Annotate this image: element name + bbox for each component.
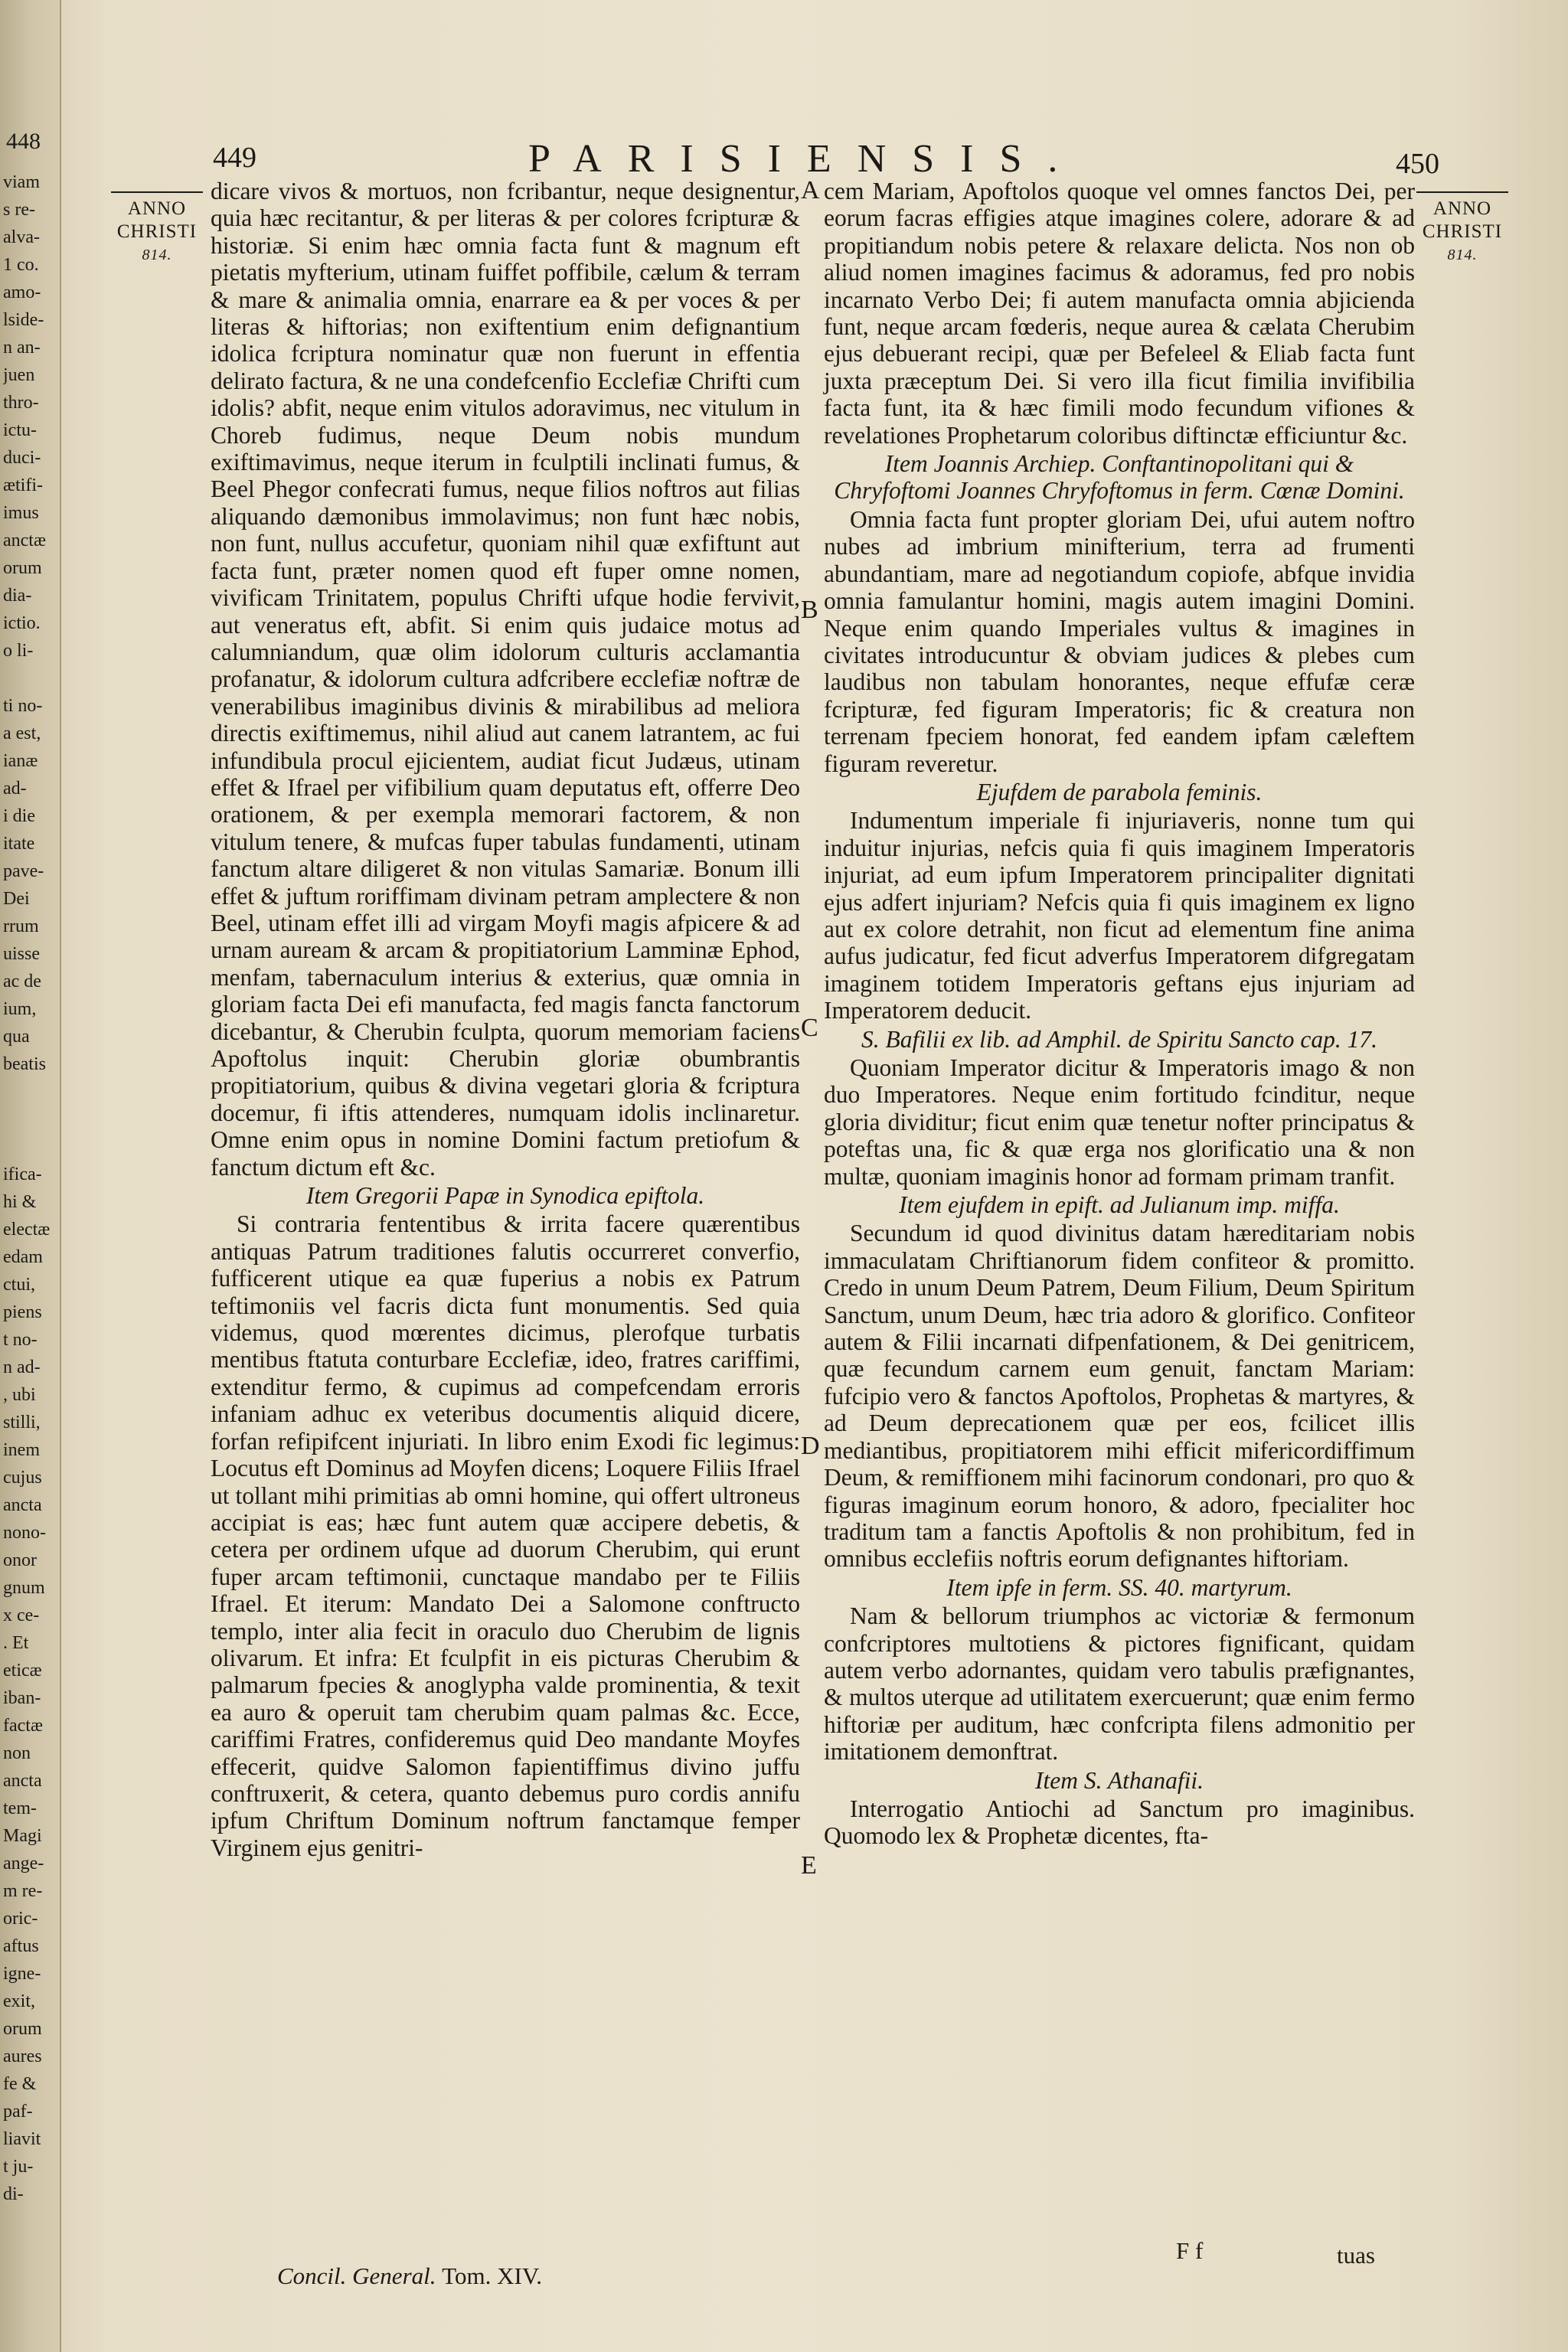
facing-page-fragment: juen (3, 365, 35, 385)
footer-tome: Tom. XIV. (442, 2262, 542, 2289)
margin-rule-right (1416, 191, 1508, 193)
facing-page-fragment: ium, (3, 999, 37, 1019)
facing-page-fragment: ti no- (3, 696, 43, 716)
footer-signature-mark: F f (1176, 2237, 1204, 2264)
margin-rule-left (111, 191, 203, 193)
facing-page-fragment: duci- (3, 448, 41, 468)
facing-page-fragment: ancta (3, 1771, 42, 1791)
facing-page-fragment: nono- (3, 1523, 46, 1543)
facing-page-fragment: o li- (3, 641, 34, 661)
facing-page-fragment: eticæ (3, 1661, 42, 1681)
paragraph: Interrogatio Antiochi ad Sanctum pro imaginibus. Quomodo lex & Prophetæ dicentes, fta- (824, 1795, 1415, 1850)
facing-page-fragment: viam (3, 172, 40, 192)
margin-christi-left: CHRISTI (116, 221, 198, 242)
facing-page-fragment: hi & (3, 1192, 37, 1212)
paragraph: cem Mariam, Apoftolos quoque vel omnes fanctos Dei, per eorum facras effigies atque imagines colere, adorare & ad propitiandum nobis petere & relaxare delicta. Nos non ob aliud nomen imagines facimus & adoramus, fed pro nobis incarnato Verbo Dei; fi autem manufacta omnia abjicienda funt, neque arcam fœderis, neque aurea & cælata Cherubim ejus debuerant recipi, quæ per Befeleel & Eliab facta funt juxta præceptum Dei. Si vero illa ficut fimilia invifibilia facta funt, ita & hæc fimili modo fecundum vifiones & revelationes Prophetarum coloribus diftinctæ efficiuntur &c. (824, 178, 1415, 449)
facing-page-edge (0, 0, 61, 2352)
facing-page-fragment: amo- (3, 283, 41, 302)
facing-page-fragment: , ubi (3, 1385, 36, 1405)
facing-page-fragment: ictio. (3, 613, 41, 633)
section-marker-b: B (801, 596, 818, 624)
facing-page-fragment: t no- (3, 1330, 38, 1350)
facing-page-fragment: ictu- (3, 420, 37, 440)
facing-page-fragment: Magi (3, 1826, 42, 1846)
facing-page-fragment: orum (3, 558, 42, 578)
section-heading: Item ejufdem in epift. ad Julianum imp. miffa. (899, 1191, 1340, 1219)
facing-page-fragment: lside- (3, 310, 44, 330)
facing-page-fragment: ac de (3, 972, 41, 991)
facing-page-fragment: edam (3, 1247, 43, 1267)
running-title: PARISIENSIS. (528, 137, 1084, 181)
facing-page-fragment: rrum (3, 916, 39, 936)
section-heading: Item S. Athanafii. (1035, 1766, 1204, 1794)
facing-page-fragment: ifica- (3, 1165, 42, 1184)
facing-page-fragment: itate (3, 834, 35, 854)
facing-page-fragment: tem- (3, 1798, 37, 1818)
paragraph: Indumentum imperiale fi injuriaveris, nonne tum qui induitur injurias, nefcis quia fi quis imaginem Imperatoris injuriat, ad eum ipfum Imperatorem principaliter dignitati ejus adfert injuriam? Nefcis quia fi quis imaginem ex ligno aut ex colore detrahit, non ficut ad elementum fine anima aufus judicatur, fed ficut adverfus Imperatorem difgregatam imaginem totidem Imperatoris geftans ejus injuriam ad Imperatorem deducit. (824, 807, 1415, 1024)
footer-signature-right (1176, 2237, 1375, 2269)
facing-page-fragment: aftus (3, 1936, 39, 1956)
facing-page-fragment: x ce- (3, 1606, 40, 1625)
margin-christi-right: CHRISTI (1422, 221, 1503, 242)
footer-volume-title: Concil. General. (277, 2262, 436, 2289)
page-number-left: 449 (213, 142, 256, 174)
facing-page-fragment: liavit (3, 2129, 41, 2149)
facing-page-fragment: t ju- (3, 2157, 34, 2177)
facing-page-fragment: ad- (3, 779, 27, 799)
facing-page-fragment: stilli, (3, 1413, 41, 1432)
footer-signature-left (277, 2262, 542, 2290)
text-column-right (824, 178, 1415, 1850)
section-heading: Item ipfe in ferm. SS. 40. martyrum. (946, 1573, 1292, 1601)
facing-page-fragment: uisse (3, 944, 40, 964)
facing-page-fragment: piens (3, 1302, 42, 1322)
facing-page-fragment: gnum (3, 1578, 45, 1598)
facing-page-fragment: i die (3, 806, 35, 826)
facing-page-fragment: pave- (3, 861, 44, 881)
facing-page-fragment: exit, (3, 1991, 35, 2011)
facing-page-fragment: n ad- (3, 1357, 41, 1377)
facing-page-fragment: paf- (3, 2102, 33, 2122)
paragraph: Secundum id quod divinitus datam hæreditariam nobis immaculatam Chriftianorum fidem confiteor & promitto. Credo in unum Deum Patrem, Deum Filium, Deum Spiritum Sanctum, unum Deum, hæc tria adoro & glorifico. Confiteor autem & Filii incarnati difpenfationem, & Dei genitricem, quæ fecundum carnem eum genuit, fanctam Mariam: fufcipio vero & fanctos Apoftolos, Prophetas & martyres, & ad Deum deprecationem quæ per eos, fcilicet illis mediantibus, propitiatorem mihi efficit mifericordiffimum Deum, & remiffionem mihi facinorum condonari, pro quo & figuras imaginum eorum honoro, & adoro, fpecialiter hoc traditum tam a fanctis Apoftolis & non prohibitum, fed in omnibus ecclefiis noftris eorum defignantes hiftoriam. (824, 1220, 1415, 1573)
margin-anno-left: ANNO (127, 198, 187, 219)
margin-note-right (1413, 191, 1512, 266)
facing-page-fragment: a est, (3, 724, 41, 743)
facing-page-fragment: imus (3, 503, 39, 523)
facing-page-fragment: electæ (3, 1220, 51, 1240)
paragraph: Quoniam Imperator dicitur & Imperatoris imago & non duo Imperatores. Neque enim fortitudo fcinditur, neque gloria dividitur; ficut enim quæ tenetur nofter principatus & poteftas una, fic & quæ erga nos glorificatio una & non multæ, quoniam imaginis honor ad formam primam tranfit. (824, 1054, 1415, 1190)
facing-page-fragment: onor (3, 1550, 37, 1570)
facing-page-fragment: m re- (3, 1881, 43, 1901)
margin-year-right: 814. (1447, 247, 1478, 263)
margin-year-left: 814. (142, 247, 172, 263)
facing-page-fragment: iban- (3, 1688, 41, 1708)
facing-page-fragment: dia- (3, 586, 32, 606)
facing-page-fragment: thro- (3, 393, 39, 413)
facing-page-fragment: Dei (3, 889, 30, 909)
paragraph: Si contraria fententibus & irrita facere quærentibus antiquas Patrum traditiones falutis occurreret converfio, fufficerent utique ea quæ fuperius a nobis ex Patrum teftimoniis vel facris dicta funt monumentis. Sed quia videmus, quod mœrentes dicimus, plerofque turbatis mentibus ftatuta conturbare Ecclefiæ, ideo, fratres cariffimi, extenditur fermo, & cupimus ad compefcendam erroris infaniam adhuc ex veteribus documentis aliquid dicere, forfan refipifcent injuriati. In libro enim Exodi fic legimus: Locutus eft Dominus ad Moyfen dicens; Loquere Filiis Ifrael ut tollant mihi primitias ab omni homine, qui offert ultroneus accipiat is eas; hæc funt autem quæ accipere debetis, & cetera per ordinem ufque ad duorum Cherubim, qui erunt fuper arcam teftimonii, cunctaque mandabo per te Filiis Ifrael. Et iterum: Mandato Dei a Salomone conftructo templo, inter alia fecit in oraculo duo Cherubim de lignis olivarum. Et infra: Et fculpfit in eis picturas Cherubim & palmarum fpecies & anoglypha valde prominentia, & texit ea auro & operuit tam cherubim quam palmas &c. Ecce, cariffimi Fratres, confideremus quid Deo mandante Moyfes effecerit, quidve Salomon fapientiffimus divino juffu conftruxerit, & cetera, quanto debemus puro cordis annifu ipfum Chriftum Dominum noftrum fanctamque femper Virginem ejus genitri- (211, 1210, 800, 1861)
text-column-left (211, 178, 800, 1861)
facing-page-fragment: cujus (3, 1468, 42, 1488)
section-marker-e: E (801, 1851, 817, 1880)
facing-page-fragment: aures (3, 2047, 42, 2066)
section-marker-c: C (801, 1014, 818, 1042)
facing-page-fragment: non (3, 1743, 31, 1763)
section-marker-a: A (801, 176, 820, 204)
facing-page-fragment: factæ (3, 1716, 43, 1736)
section-heading: Item Gregorii Papæ in Synodica epiftola. (305, 1182, 705, 1210)
facing-page-fragment: inem (3, 1440, 40, 1460)
paragraph: Omnia facta funt propter gloriam Dei, ufui autem noftro nubes ad imbrium minifterium, terra ad frumenti abundantiam, mare ad negotiandum copiofe, abfque invidia omnia famulantur homini, magis autem imagini Domini. Neque enim quando Imperiales vultus & imagines in civitates introducuntur & obviam judices & plebes cum laudibus non tabulam honorantes, neque effufæ ceræ fcripturæ, fed figuram Imperatoris; fic & creatura non terrenam fpeciem honorat, fed eandem ipfam cæleftem figuram reveretur. (824, 505, 1415, 777)
section-marker-d: D (801, 1432, 820, 1460)
facing-page-fragment: ctui, (3, 1275, 35, 1295)
facing-page-fragment: anctæ (3, 531, 46, 550)
footer-catchword: tuas (1337, 2242, 1375, 2269)
section-heading: Item Joannis Archiep. Conftantinopolitani qui & Chryfoftomi Joannes Chryfoftomus in ferm. Cœnæ Domini. (834, 450, 1405, 505)
facing-page-fragment: ange- (3, 1854, 44, 1873)
facing-page-fragment: s re- (3, 200, 35, 220)
paragraph: Nam & bellorum triumphos ac victoriæ & fermonum confcriptores multotiens & pictores fignificant, quidam autem verbo adornantes, quidam vero tabulis præfignantes, & multos uterque ad utilitatem exercuerunt; quæ enim fermo hiftoriæ per auditum, hæc confcripta filens admonitio per imitationem demonftrat. (824, 1602, 1415, 1766)
section-heading: S. Bafilii ex lib. ad Amphil. de Spiritu Sancto cap. 17. (861, 1025, 1377, 1053)
page-header (207, 136, 1439, 182)
facing-page-fragment: di- (3, 2184, 24, 2204)
facing-page-fragment: n an- (3, 338, 41, 358)
facing-page-fragment: . Et (3, 1633, 29, 1653)
facing-page-fragment: orum (3, 2019, 42, 2039)
section-heading: Ejufdem de parabola feminis. (976, 778, 1263, 805)
facing-page-fragment: 1 co. (3, 255, 39, 275)
facing-page-fragment: ancta (3, 1495, 42, 1515)
facing-page-fragment: ætifi- (3, 475, 43, 495)
facing-page-fragment: oric- (3, 1909, 38, 1929)
margin-note-left (107, 191, 207, 266)
paragraph: dicare vivos & mortuos, non fcribantur, neque designentur, quia hæc recitantur, & per literas & per colores fcripturæ & historiæ. Si enim hæc omnia facta funt & magnum eft pietatis myfterium, utinam fuiffet poffibile, cælum & terram & mare & animalia omnia, enarrare ea & per voces & per literas & hiftorias; non exiftentium enim defignantium idolica fcriptura nominatur quæ non fuerunt in effentia delirato factura, & ne una condefcenfio Ecclefiæ Chrifti cum idolis? abfit, neque enim vitulos adoravimus, nec vitulum in Choreb fudimus, neque Deum nobis mundum exiftimavimus, neque iterum in fculptili inclinati fumus, & Beel Phegor confecrati fumus, neque filios noftros aut filias aliquando dæmonibus immolavimus; non funt hæc nobis, non funt, nullus accufetur, quoniam nihil quæ exfiftunt aut facta funt, præter nomen quod eft fuper omne nomen, vivificam Trinitatem, populus Chrifti ufque hodie fervivit, aut veneratus eft, abfit. Si enim quis judaice motus ad calumniandum, quæ olim idolorum culturis acclamantia profanatur, & idolorum cultura adfcribere ecclefiæ noftræ de venerabilibus imaginibus divinis & mirabilibus ad meliora directis exiftimemus, nihil aliud aut canem latrantem, ac fui infundibula procul ejicientem, audiat ficut Judæus, utinam effet & Ifrael per vifibilium quam deputatus eft, offerre Deo orationem, & per exempla memorari factorem, & non vitulum tenere, & mufcas fuper tabulas fundamenti, utinam fanctum altare diligeret & non vitulas Samariæ. Bonum illi effet & juftum roriffimam divinam petram amplectere & non Beel, utinam effet illi ad virgam Moyfi magis afpicere & ad urnam auream & arcam & propitiatorium Lamminæ Ephod, menfam, tabernaculum interius & exterius, quæ omnia in gloriam facta Dei efi manufacta, fed magis fancta fanctorum dicebantur, & Cherubin fculpta, quorum memoriam faciens Apoftolus inquit: Cherubin gloriæ obumbrantis propitiatorium, quibus & divina vegetari gloria & fcriptura docemur, fi iftis attenderes, numquam idolis inclinaretur. Omne enim opus in nomine Domini factum pretiofum & fanctum dictum eft &c. (211, 178, 800, 1181)
page-number-right: 450 (1396, 148, 1439, 180)
facing-page-fragment: qua (3, 1027, 30, 1047)
facing-page-fragment: beatis (3, 1054, 46, 1074)
margin-anno-right: ANNO (1432, 198, 1492, 219)
facing-page-fragment: alva- (3, 227, 40, 247)
facing-page-fragment: ianæ (3, 751, 38, 771)
facing-page-fragment: fe & (3, 2074, 37, 2094)
facing-page-fragment: igne- (3, 1964, 41, 1984)
facing-page-number: 448 (6, 129, 41, 154)
